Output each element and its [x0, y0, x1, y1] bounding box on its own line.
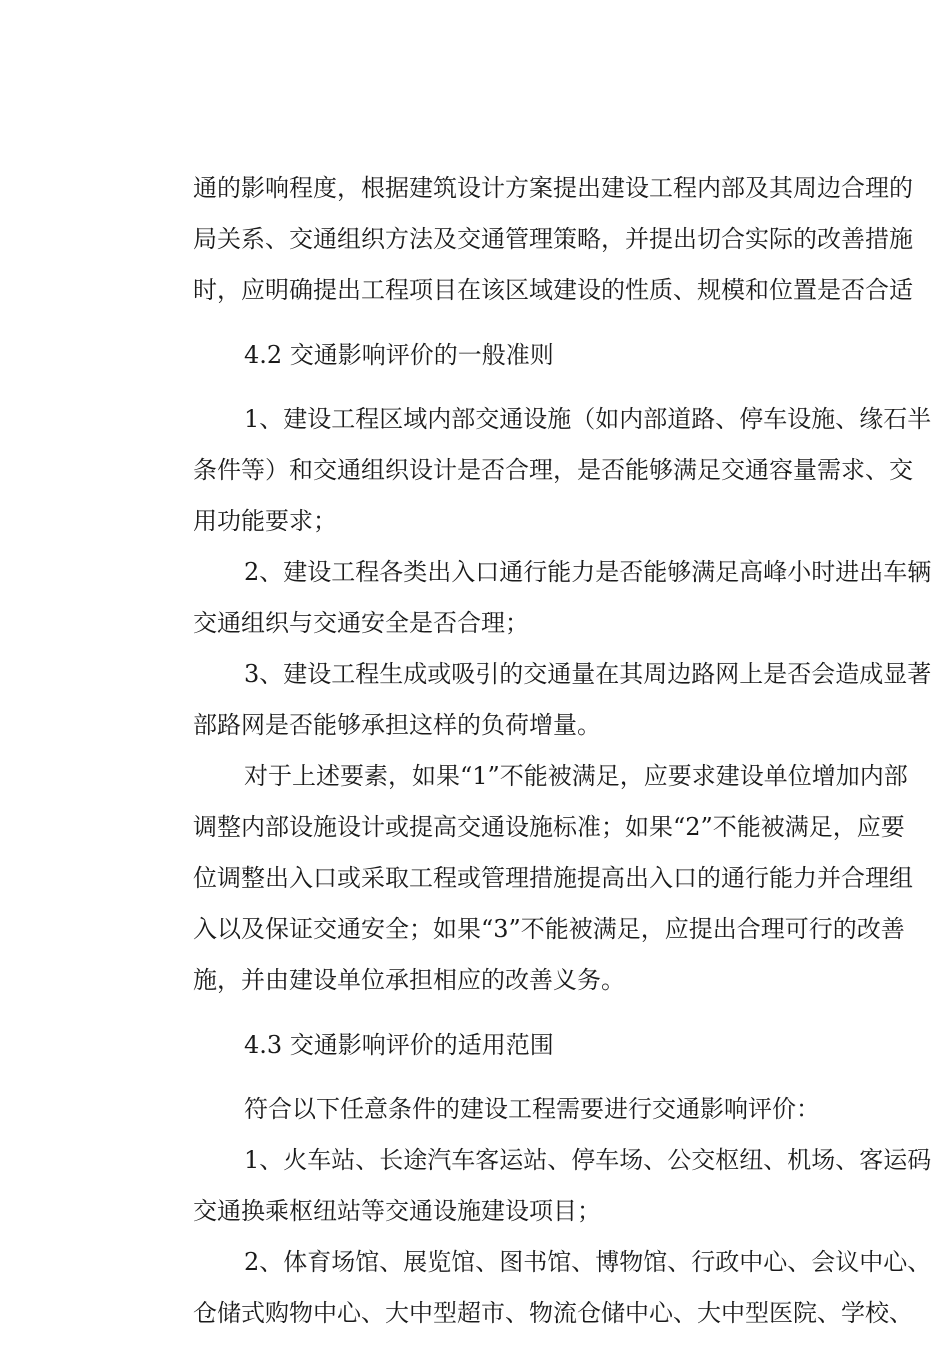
s42-remedy-line-5: 施，并由建设单位承担相应的改善义务。 [193, 966, 625, 994]
s42-item3-line-2: 部路网是否能够承担这样的负荷增量。 [193, 711, 601, 739]
s43-lead: 符合以下任意条件的建设工程需要进行交通影响评价： [244, 1095, 820, 1123]
s42-remedy-line-2: 调整内部设施设计或提高交通设施标准；如果“2”不能被满足，应要 [193, 813, 905, 841]
intro-line-2: 局关系、交通组织方法及交通管理策略，并提出切合实际的改善措施 [193, 225, 913, 253]
section-4-3-heading: 4.3 交通影响评价的适用范围 [244, 1031, 554, 1059]
intro-line-1: 通的影响程度，根据建筑设计方案提出建设工程内部及其周边合理的 [193, 174, 913, 202]
s43-item1-line-2: 交通换乘枢纽站等交通设施建设项目； [193, 1197, 601, 1225]
s43-item1-line-1: 1、火车站、长途汽车客运站、停车场、公交枢纽、机场、客运码 [244, 1146, 932, 1174]
s42-item2-line-2: 交通组织与交通安全是否合理； [193, 609, 529, 637]
s42-item2-line-1: 2、建设工程各类出入口通行能力是否能够满足高峰小时进出车辆 [244, 558, 932, 586]
s42-remedy-line-1: 对于上述要素，如果“1”不能被满足，应要求建设单位增加内部 [244, 762, 908, 790]
section-4-2-heading: 4.2 交通影响评价的一般准则 [244, 341, 554, 369]
s43-item2-line-1: 2、体育场馆、展览馆、图书馆、博物馆、行政中心、会议中心、 [244, 1248, 932, 1276]
intro-line-3: 时，应明确提出工程项目在该区域建设的性质、规模和位置是否合适 [193, 276, 913, 304]
s42-item1-line-2: 条件等）和交通组织设计是否合理，是否能够满足交通容量需求、交 [193, 456, 913, 484]
s42-item3-line-1: 3、建设工程生成或吸引的交通量在其周边路网上是否会造成显著 [244, 660, 932, 688]
s42-remedy-line-3: 位调整出入口或采取工程或管理措施提高出入口的通行能力并合理组 [193, 864, 913, 892]
s42-remedy-line-4: 入以及保证交通安全；如果“3”不能被满足，应提出合理可行的改善 [193, 915, 905, 943]
s43-item2-line-2: 仓储式购物中心、大中型超市、物流仓储中心、大中型医院、学校、 [193, 1299, 913, 1327]
s42-item1-line-3: 用功能要求； [193, 507, 337, 535]
s42-item1-line-1: 1、建设工程区域内部交通设施（如内部道路、停车设施、缘石半 [244, 405, 932, 433]
